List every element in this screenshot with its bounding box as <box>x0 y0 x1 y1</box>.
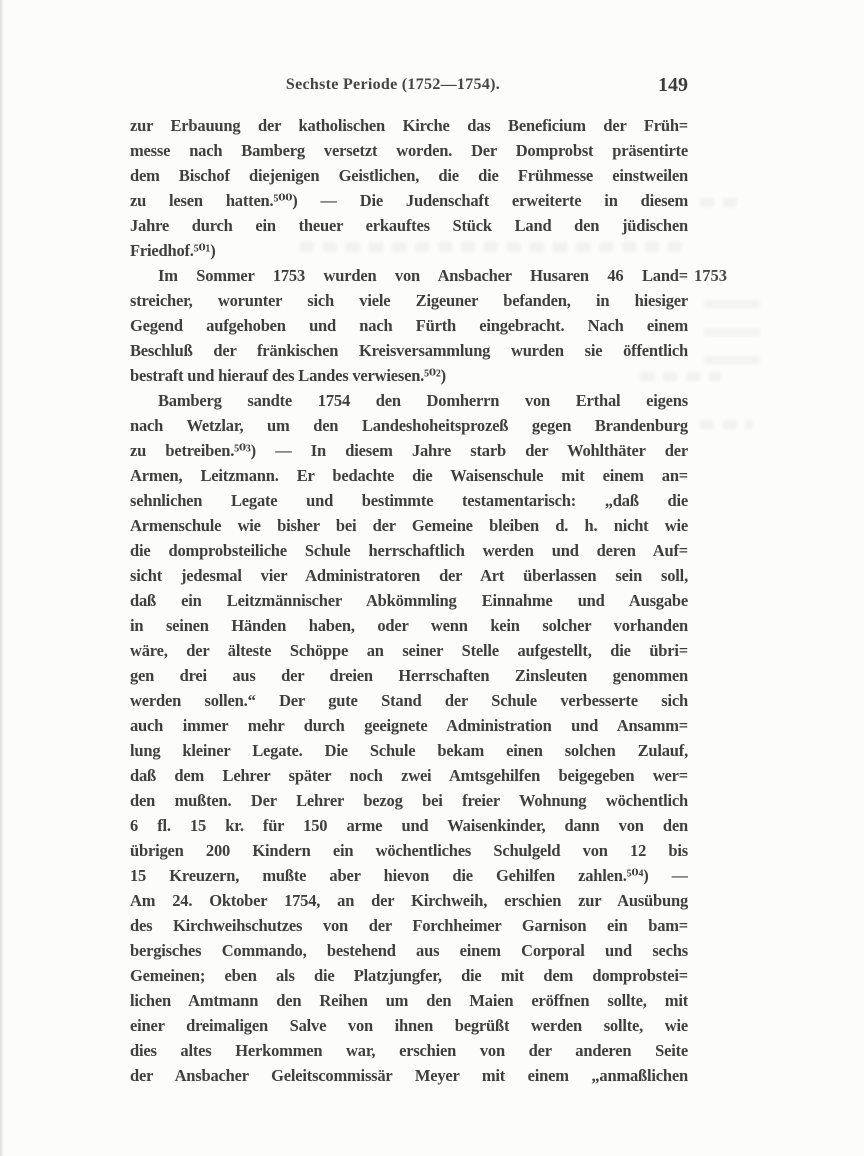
text-line: werden sollen.“ Der gute Stand der Schule verbesserte sich <box>130 691 688 710</box>
text-line: dies altes Herkommen war, erschien von der anderen Seite <box>130 1041 688 1060</box>
show-through-artifact <box>700 198 744 207</box>
page-number: 149 <box>658 74 688 96</box>
page-header <box>130 72 688 98</box>
text-line: auch immer mehr durch geeignete Administration und Ansamm= <box>130 716 688 735</box>
page-edge-shadow <box>0 0 4 1156</box>
text-line: streicher, worunter sich viele Zigeuner befanden, in hiesiger <box>130 291 688 310</box>
text-line: sehnlichen Legate und bestimmte testamentarisch: „daß die <box>130 491 688 510</box>
text-line: gen drei aus der dreien Herrschaften Zinsleuten genommen <box>130 666 688 685</box>
text-line: in seinen Händen haben, oder wenn kein solcher vorhanden <box>130 616 688 635</box>
text-line: 6 fl. 15 kr. für 150 arme und Waisenkinder, dann von den <box>130 816 688 835</box>
text-line: nach Wetzlar, um den Landeshoheitsprozeß gegen Brandenburg <box>130 416 688 435</box>
text-line: Im Sommer 1753 wurden von Ansbacher Husaren 46 Land= <box>158 266 688 285</box>
text-line: zu lesen hatten.⁵⁰⁰) — Die Judenschaft erweiterte in diesem <box>130 191 688 210</box>
text-line: 15 Kreuzern, mußte aber hievon die Gehilfen zahlen.⁵⁰⁴) — <box>130 866 688 885</box>
text-line: Armen, Leitzmann. Er bedachte die Waisenschule mit einem an= <box>130 466 688 485</box>
text-line: daß ein Leitzmännischer Abkömmling Einnahme und Ausgabe <box>130 591 688 610</box>
text-line: Gegend aufgehoben und nach Fürth eingebracht. Nach einem <box>130 316 688 335</box>
text-line: messe nach Bamberg versetzt worden. Der Domprobst präsentirte <box>130 141 688 160</box>
text-line: wäre, der älteste Schöppe an seiner Stelle aufgestellt, die übri= <box>130 641 688 660</box>
text-line: Bamberg sandte 1754 den Domherrn von Erthal eigens <box>158 391 688 410</box>
text-line: des Kirchweihschutzes von der Forchheimer Garnison ein bam= <box>130 916 688 935</box>
text-line: zu betreiben.⁵⁰³) — In diesem Jahre starb der Wohlthäter der <box>130 441 688 460</box>
text-line: Jahre durch ein theuer erkauftes Stück Land den jüdischen <box>130 216 688 235</box>
text-line: einer dreimaligen Salve von ihnen begrüßt werden sollte, wie <box>130 1016 688 1035</box>
text-line: daß dem Lehrer später noch zwei Amtsgehilfen beigegeben wer= <box>130 766 688 785</box>
show-through-artifact <box>704 300 760 364</box>
text-line: Am 24. Oktober 1754, an der Kirchweih, erschien zur Ausübung <box>130 891 688 910</box>
text-line: lichen Amtmann den Reihen um den Maien eröffnen sollte, mit <box>130 991 688 1010</box>
body-text-block <box>130 113 688 1088</box>
text-line: dem Bischof diejenigen Geistlichen, die die Frühmesse einstweilen <box>130 166 688 185</box>
running-title: Sechste Periode (1752—1754). <box>285 76 501 93</box>
text-line: zur Erbauung der katholischen Kirche das Beneficium der Früh= <box>130 116 688 135</box>
show-through-artifact <box>300 242 688 252</box>
text-line: bestraft und hierauf des Landes verwiesen.⁵⁰²) <box>130 366 446 385</box>
text-line: Beschluß der fränkischen Kreisversammlung wurden sie öffentlich <box>130 341 688 360</box>
margin-year-note: 1753 <box>694 266 727 285</box>
text-line: Armenschule wie bisher bei der Gemeine bleiben d. h. nicht wie <box>130 516 688 535</box>
text-line: übrigen 200 Kindern ein wöchentliches Schulgeld von 12 bis <box>130 841 688 860</box>
show-through-artifact <box>700 420 754 429</box>
text-line: den mußten. Der Lehrer bezog bei freier Wohnung wöchentlich <box>130 791 688 810</box>
text-line: die domprobsteiliche Schule herrschaftlich werden und deren Auf= <box>130 541 688 560</box>
text-line: bergisches Commando, bestehend aus einem Corporal und sechs <box>130 941 688 960</box>
text-line: Gemeinen; eben als die Platzjungfer, die mit dem domprobstei= <box>130 966 688 985</box>
text-line: lung kleiner Legate. Die Schule bekam einen solchen Zulauf, <box>130 741 688 760</box>
text-line: der Ansbacher Geleitscommissär Meyer mit einem „anmaßlichen <box>130 1066 688 1085</box>
text-line: sicht jedesmal vier Administratoren der Art überlassen sein soll, <box>130 566 688 585</box>
text-line: Friedhof.⁵⁰¹) <box>130 241 216 260</box>
show-through-artifact <box>640 372 722 381</box>
